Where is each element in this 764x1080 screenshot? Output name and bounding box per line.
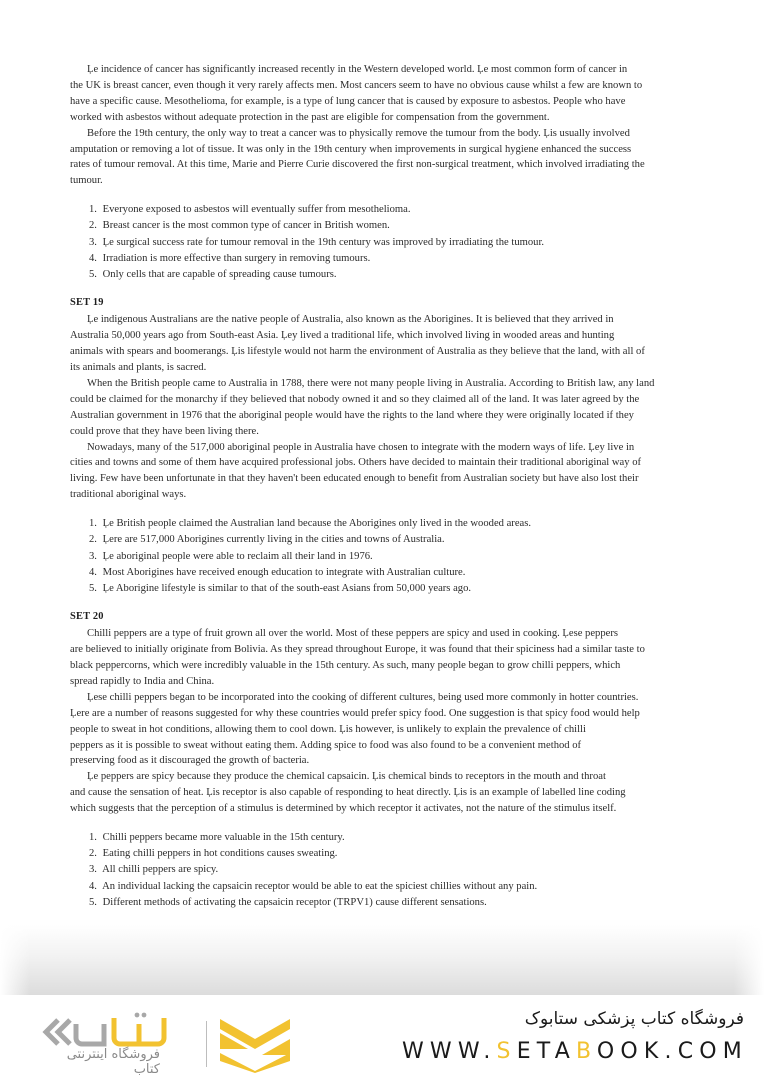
setabook-chevron-icon (218, 1017, 292, 1073)
question-item: 1. Ļe British people claimed the Australian land because the Aborigines only lived in the wooded areas. (89, 518, 531, 530)
paragraph (70, 62, 694, 126)
question-item: 3. Ļe surgical success rate for tumour removal in the 19th century was improved by irradiating the tumour. (89, 236, 545, 248)
paragraph (70, 769, 694, 817)
text-line: tumour. (70, 175, 103, 187)
text-line: could be claimed for the monarchy if they believed that nobody owned it and so they claimed all of the land. It was later agreed by the (70, 393, 640, 405)
question-item: 4. Irradiation is more effective than surgery in removing tumours. (89, 252, 371, 264)
text-line: Ļese chilli peppers began to be incorporated into the cooking of different cultures, being used more commonly in hotter countries. (87, 691, 639, 703)
text-line: Ļe indigenous Australians are the native people of Australia, also known as the Aborigines. It is believed that they arrived in (87, 314, 614, 326)
text-line: Nowadays, many of the 517,000 aboriginal people in Australia have chosen to integrate with the modern ways of life. Ļey live in (87, 441, 635, 453)
question-item: 4. An individual lacking the capsaicin receptor would be able to eat the spiciest chillies without any pain. (89, 880, 538, 892)
text-line: Ļere are a number of reasons suggested for why these countries would prefer spicy food. One suggestion is that spicy food would help (70, 707, 640, 719)
footer-banner (0, 995, 764, 1080)
paragraph (70, 312, 694, 376)
text-line: have a specific cause. Mesothelioma, for example, is a type of lung cancer that is caused by exposure to asbestos. People who have (70, 95, 626, 107)
section-heading: SET 20 (70, 611, 104, 623)
text-line: Before the 19th century, the only way to treat a cancer was to physically remove the tumour from the body. Ļis usually involved (87, 127, 630, 139)
question-item: 1. Everyone exposed to asbestos will eventually suffer from mesothelioma. (89, 204, 411, 216)
text-line: amputation or removing a lot of tissue. It was only in the 19th century when improvements in surgical hygiene enhanced the success (70, 143, 632, 155)
text-line: its animals and plants, is sacred. (70, 361, 207, 373)
text-line: traditional aboriginal ways. (70, 489, 187, 501)
question-list (70, 516, 694, 597)
question-list (70, 830, 694, 911)
text-line: spread rapidly to India and China. (70, 675, 215, 687)
text-line: animals with spears and boomerangs. Ļis lifestyle would not harm the environment of Australia as they believe that the land, with all of (70, 346, 645, 358)
passage-set-20 (70, 609, 694, 817)
question-item: 4. Most Aborigines have received enough education to integrate with Australian culture. (89, 566, 466, 578)
paragraph (70, 376, 694, 440)
text-line: Ļe incidence of cancer has significantly increased recently in the Western developed world. Ļe most common form of cancer in (87, 64, 628, 75)
text-line: rates of tumour removal. At this time, Marie and Pierre Curie discovered the first non-surgical treatment, which involved irradiating the (70, 159, 645, 171)
text-line: and cause the sensation of heat. Ļis receptor is also capable of responding to heat directly. Ļis is an example of labelled line coding (70, 787, 626, 799)
text-line: Chilli peppers are a type of fruit grown all over the world. Most of these peppers are spicy and used in cooking. Ļese peppers (87, 628, 619, 640)
text-line: When the British people came to Australia in 1788, there were not many people living in Australia. According to British law, any land (87, 377, 655, 389)
page-content (70, 62, 694, 911)
question-item: 5. Different methods of activating the capsaicin receptor (TRPV1) cause different sensations. (89, 896, 487, 908)
passage-cancer (70, 62, 694, 189)
logo-subtitle: فروشگاه اینترنتی کتاب (66, 1047, 160, 1077)
passage-set-19 (70, 295, 694, 503)
text-line: worked with asbestos without adequate protection in the past are eligible for compensation from the government. (70, 111, 550, 123)
text-line: Ļe peppers are spicy because they produce the chemical capsaicin. Ļis chemical binds to receptors in the mouth and throat (87, 771, 606, 783)
text-line: Australian government in 1976 that the aboriginal people would have the rights to the land where they were originally located if they (70, 409, 634, 421)
question-item: 5. Only cells that are capable of spreading cause tumours. (89, 269, 337, 281)
question-list (70, 202, 694, 283)
question-item: 3. All chilli peppers are spicy. (89, 864, 219, 876)
text-line: Australia 50,000 years ago from South-east Asia. Ļey lived a traditional life, which involved living in wooded areas and hunting (70, 330, 615, 342)
text-line: preserving food as it discouraged the growth of bacteria. (70, 755, 310, 767)
page-bottom-shadow (0, 925, 764, 995)
text-line: the UK is breast cancer, even though it very rarely affects men. Most cancers seem to have no obvious cause whilst a few are known to (70, 79, 643, 91)
text-line: are believed to initially originate from Bolivia. As they spread throughout Europe, it was found that their spiciness had a similar taste to (70, 644, 645, 656)
question-item: 2. Eating chilli peppers in hot conditions causes sweating. (89, 848, 338, 860)
paragraph (70, 626, 694, 690)
text-line: peppers as it is possible to sweat without eating them. Adding spice to food was also found to be a convenient method of (70, 739, 582, 751)
text-line: living. Few have been unfortunate in that they haven't been educated enough to benefit from Australian society but have also lost their (70, 473, 639, 485)
text-line: cities and towns and some of them have acquired professional jobs. Others have decided to maintain their traditional aboriginal way of (70, 457, 642, 469)
paragraph (70, 690, 694, 770)
logo-divider (206, 1021, 207, 1067)
website-url[interactable]: WWW.SETABOOK.COM (401, 1039, 748, 1064)
text-line: which suggests that the perception of a stimulus is determined by which receptor it activates, not the nature of the stimulus itself. (70, 803, 617, 815)
question-item: 1. Chilli peppers became more valuable in the 15th century. (89, 832, 345, 844)
text-line: black peppercorns, which were incredibly valuable in the 15th century. As such, many people began to grow chilli peppers, which (70, 659, 621, 671)
text-line: people to sweat in hot conditions, allowing them to cool down. Ļis however, is unlikely to explain the prevalence of chilli (70, 723, 586, 735)
question-item: 3. Ļe aboriginal people were able to reclaim all their land in 1976. (89, 550, 373, 562)
paragraph (70, 440, 694, 504)
question-item: 2. Ļere are 517,000 Aborigines currently living in the cities and towns of Australia. (89, 534, 445, 546)
paragraph (70, 126, 694, 190)
question-item: 5. Ļe Aborigine lifestyle is similar to that of the south-east Asians from 50,000 years ago. (89, 582, 472, 594)
question-item: 2. Breast cancer is the most common type of cancer in British women. (89, 220, 390, 232)
store-name: فروشگاه کتاب پزشکی ستابوک (524, 1009, 744, 1029)
text-line: could prove that they have been living there. (70, 425, 259, 437)
section-heading: SET 19 (70, 297, 104, 309)
